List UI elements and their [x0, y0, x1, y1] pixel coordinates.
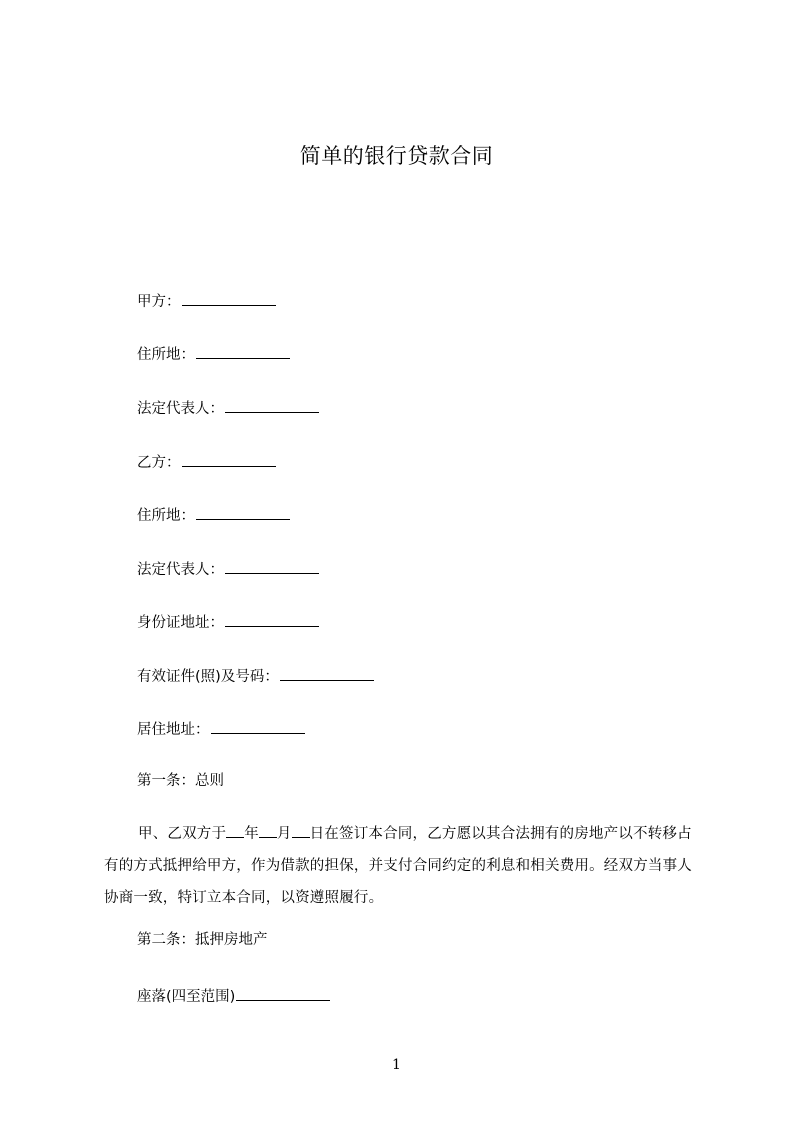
section-2-heading: 第二条：抵押房地产	[137, 932, 268, 948]
paragraph-text-year: 年	[244, 826, 259, 842]
paragraph-text-month: 月	[276, 826, 292, 842]
valid-id-label: 有效证件(照)及号码：	[137, 669, 279, 685]
id-address-field	[137, 612, 319, 633]
location-label: 座落(四至范围)	[137, 989, 236, 1005]
day-blank	[292, 823, 310, 838]
party-a-field	[137, 291, 276, 312]
party-a-address-label: 住所地：	[137, 347, 195, 363]
year-blank	[226, 823, 244, 838]
party-a-address-blank	[196, 344, 290, 359]
party-a-blank	[182, 291, 276, 306]
location-field	[137, 986, 330, 1007]
party-b-representative-label: 法定代表人：	[137, 562, 224, 578]
id-address-label: 身份证地址：	[137, 615, 224, 631]
party-a-address-field	[137, 344, 290, 365]
party-b-representative-blank	[225, 559, 319, 574]
document-title: 简单的银行贷款合同	[299, 144, 494, 168]
location-blank	[236, 986, 330, 1001]
valid-id-blank	[280, 666, 374, 681]
party-b-blank	[182, 452, 276, 467]
party-b-label: 乙方：	[137, 455, 181, 471]
party-a-representative-label: 法定代表人：	[137, 401, 224, 417]
party-b-representative-field	[137, 559, 319, 580]
month-blank	[259, 823, 277, 838]
residence-address-blank	[211, 719, 305, 734]
party-a-representative-blank	[225, 398, 319, 413]
party-a-representative-field	[137, 398, 319, 419]
section-1-heading: 第一条：总则	[137, 773, 224, 789]
party-b-address-label: 住所地：	[137, 508, 195, 524]
id-address-blank	[225, 612, 319, 627]
paragraph-text-d: 日在签订本合同，乙方愿以其合法拥有的房地产以不转移占有的方式抵押给甲方，作为借款的担保，并支付合同约定的利息和相关费用。经双方当事人协商一致，特订立本合同，以资遵照履行。	[104, 826, 692, 906]
residence-address-label: 居住地址：	[137, 722, 210, 738]
party-a-label: 甲方：	[137, 294, 181, 310]
page-number: 1	[392, 1057, 401, 1073]
paragraph-text-a: 甲、乙双方于	[138, 826, 227, 842]
party-b-address-blank	[196, 505, 290, 520]
party-b-address-field	[137, 505, 290, 526]
party-b-field	[137, 452, 276, 473]
residence-address-field	[137, 719, 305, 740]
valid-id-field	[137, 666, 374, 687]
general-terms-paragraph	[104, 818, 700, 914]
